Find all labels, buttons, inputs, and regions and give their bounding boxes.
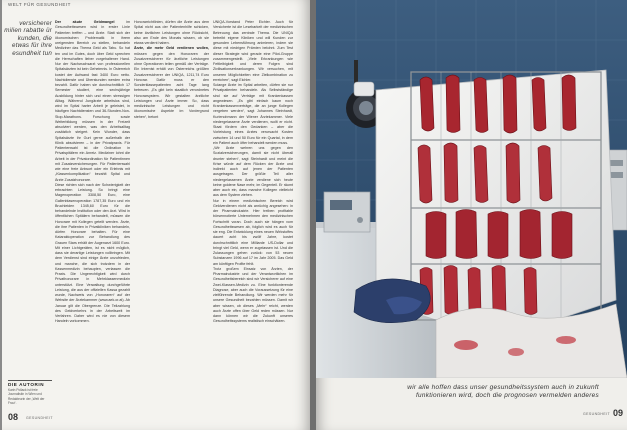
paragraph-lead: Ärzte, die mehr Geld verdienen wollen, — [134, 46, 209, 51]
paragraph — [213, 267, 293, 325]
author-box — [8, 380, 52, 405]
author-divider — [8, 380, 52, 381]
page-number-left: 08 — [8, 412, 19, 422]
paragraph — [213, 146, 293, 199]
text-column-2 — [134, 20, 209, 404]
left-page — [2, 0, 310, 430]
paragraph — [134, 20, 209, 46]
paragraph-text: im Gesundheitswesen wird in erster Linie Patienten treffen – und Ärzte. Statt sich der ökonomischen Problematik in ihrem ureigensten Bereich zu stellen, behandeln Mediziner das Thema Geld als Tabu. So hat ten und im Gutes, doch über Geld sprechen die Herrschaften lieber vorgehaltener Hand. Nur der Nachwuchsarzt von professionellen Spitalsärzten ist kein Geheimnis. In Österreich kostet der Aufwand fast 3400 Euro netto. Nachtdienste und Überstunden werden extra bezahlt. Dafür haben sie durchschnittlich 17 Semester studiert, eine sechsjährige Ausbildung hinter sich und einen stressigen Alltag. Während Jungärzte arbeitslos sind, wird im Spital harter Arbeit je geleistet, in häufigen Nachtdiensten und 36-Stunden-Non-Stop-Marathons. Forschung sowie Weiterbildung müssen in der Freizeit absolviert werden, was den Arbeitsalltag zusätzlich steigert. Kein Wunder, dass Spitalsärzte ihr Gurt gerne außerhalb der Klinik absolvieren – in der Privatpraxis. Für Patientenwahl ist die Ordination in Privatspitälern ein Anreiz. Mediziner lohnt die Arbeit in der Privatordination für Patientinnen mit Zusatzversicherungen. Für Patientenwahl wie eine freie Antwort oder ein Erlebnis mit „Klassenkomplikation“ bezahlt Spital und Ärzte Zusatzhonorare. — [55, 20, 130, 182]
folio-magazine-right: GESUNDHEIT — [583, 412, 610, 416]
paragraph-text: Trotz großem Einsatz von Ärzten, der Pharmaindustrie und der Verantwortlichen im Gesundheitsbereich sind wir Versicherer auf eine Zwei-Klassen-Medizin zu. Eine funktionierende Diagnose, aber auch die Voraussetzung für eine zielführende Behandlung. Wir werden mehr für unsere Gesundheit bezahlen müssen. Damit wir aber wissen, ob dieses „Mehr“ reicht, werden auch Ärzte offen über Geld reden müssen. Nur dann können wir die Zukunft unseres Gesundheitssystems realistisch einschätzen. — [213, 266, 293, 324]
paragraph-text: Solange Ärzte im Spital arbeiten, dürfen sie nur Privatpatienten behandeln. Als Selbstständige sind sie auf Verträge mit Krankenkassen angewiesen. „Es gibt einfach kaum noch Krankenkassenverträge, die an junge Kollegen vergeben werden“, sagt Johannes Steinhardt, Kurienobmann der Wiener Ärztekammer. Viele niedergelassene Ärzte verdienen, wollt er nicht. Staat fördern den Gedanken – aber die Vorleistung eines Arztes verursacht Kosten zwischen 14 und 50 Euro für ein Quartal, in dem ein Patient auch öfter behandelt werden muss. — [213, 83, 293, 145]
text-column-1 — [55, 20, 130, 404]
page-number-right: 09 — [612, 408, 623, 418]
paragraph-text: Nur in einem medizinischen Bereich wird Geldverdienen nicht als anrüchig angesehen: in der Pharmaindustrie. Hier treiben profitable börsennotierte Unternehmen den medizinischen Fortschritt voran. Doch auch sie hängen vom Gesundheitswesen ab, folglich wird es auch für sie eng. Die Entwicklung eines neuen Wirkstoffes dauert acht bis zwölf Jahre, kostet durchschnittlich eine Milliarde US-Dollar und bringt viel Geld, wenn er zugelassen ist. Und die Zulassungen gehen zurück: von 53 neuen Substanzen 1996 auf 17 im Jahr 2005. Das Geld am künftigen Profite fehlt. — [213, 198, 293, 266]
paragraph — [213, 20, 293, 83]
paragraph-text: Honorarrichtlinien, dürfen die Ärzte aus dem Spital nicht aus der Patientenhilfe schicken, keine ärztlichen Leistungen ohne Rücksicht, also am Ende des Monats wissen, ob sie etwas verdient haben. — [134, 20, 209, 45]
author-label: DIE AUTORIN — [8, 382, 45, 387]
paragraph-text: UNIQA-Vorstand Peter Eichler. Auch für Versicherte ist die Lesebarkeit der medizinischen Betreuung das zentrale Thema. Die UNIQA betreibt eigene Kliniken und will Kunden zur gesunden Lebensführung animieren, indem sie diese mit niedrigen Prämien belohnt. Zum Test dieser Strategie wird gerade eine Pilot-Gruppe zusammengestellt. „Viele Erkrankungen wie Fettleibigkeit und deren Folgen sind Zivilisationserkrankungen. Wir versuchen, mit unseren Möglichkeiten eine Zielkombination zu erreichen“, sagt Eichler. — [213, 20, 293, 82]
photo-caption: wir alle hoffen dass unser gesundheitssystem auch in zukunft funktionieren wird, doch die prognosen vermelden anderes — [407, 384, 599, 399]
text-column-3 — [213, 20, 293, 404]
right-page — [316, 0, 627, 430]
author-bio: Karin Pollack ist freie Journalistin in Wien und Redakteurin der „Welt der Frau“. — [8, 388, 45, 405]
paragraph — [213, 199, 293, 267]
paragraph — [55, 20, 130, 183]
lab-tray-photo — [316, 0, 627, 378]
paragraph-text: müssen gegen den Honoraren der Zusatzversicherer für ärztliche Leistungen ohne Operationen teilen gemäß der Verträge. Ein Internist erhält von Österreichs größten Zusatzversicherer der UNIQA, 1211,74 Euro Honorar. Dafür muss er den Sonderklassepatienten acht Tage lang betreuen. „Es gibt kein staatlich verordnetes Honorarsystem. Wir gestalten ärztliche Leistungen und Ärzte immer. So, dass medizinische Leistungen und nicht ökonomische Aspekte im Vordergrund stehen“, betont — [134, 51, 209, 119]
paragraph — [55, 183, 130, 325]
paragraph — [213, 83, 293, 146]
paragraph-text: Diese richten sich nach der Schwierigkeit der erbrachten Leistung. So bringt eine Magenoperation 3308,50 Euro, eine Gallenblasenoperation 1787,35 Euro und ein Bruchleiden 1345,60 Euro für die behandelnde Institution oder den Arzt. Wird in öffentlichen Spitälern behandelt, müssen die Honorare mit Kollegen geteilt werden. Ärzte, die ihre Patienten in Privatkliniken behandeln, dürfen Honorare behalten. Für eine Kataraktoperation zur Behandlung des Grauen Stars erhält der Augenarzt 1600 Euro. Mit einer Lichtgeräten, ist es nicht möglich, dass sie derartige Leistungen vollbringen. Mit dem Verdienst sind einige Ärzte unzufrieden, und manche, die sich trotzdem in der Kassenmedizin behaupten, verlassen die Praxis. Die Ungerechtigkeit wird durch Privathonorare in Mehrklassenmedizin unterstützt. Eine Verwaltung durchgeführte Leistung, die aus der offiziellen Kassa gezahlt wurde, Nachweis von „Honoraren“ auf der Website der Ärztekammer (www.aek.or.at). Ab Januar gilt die Obergrenze. Die Teilzahlung des Geldverkehrs in der Arbeitszeit im Verfahren. Daher wird es nie von diesem Handeln vorkommen. — [55, 182, 130, 324]
paragraph — [134, 46, 209, 120]
pull-quote: versicherer milien rabatte ür kunden, die etwas für ihre esundheit tun — [4, 20, 52, 57]
folio-magazine-left: GESUNDHEIT — [26, 416, 53, 420]
paragraph-text: „Wir Ärzte wehren uns gegen den Sozialversicherungen, damit sie nicht überall drunter stehen“, sagt Steinhardt und meint die Krise würde auf dem Rücken der Ärzte und indirekt auch auf jenen der Patienten ausgetragen. Der größte Teil aller niedergelassenen Ärzte verdiene sich heute keine goldene Nase mehr, im Gegenteil. Er räumt aber auch ein, dass manche Kollegen vielleicht aus dem System ziehen. — [213, 146, 293, 198]
running-head: WELT FÜR GESUNDHEIT — [8, 2, 71, 7]
paragraph-lead: Der akute Geldmangel — [55, 20, 115, 24]
